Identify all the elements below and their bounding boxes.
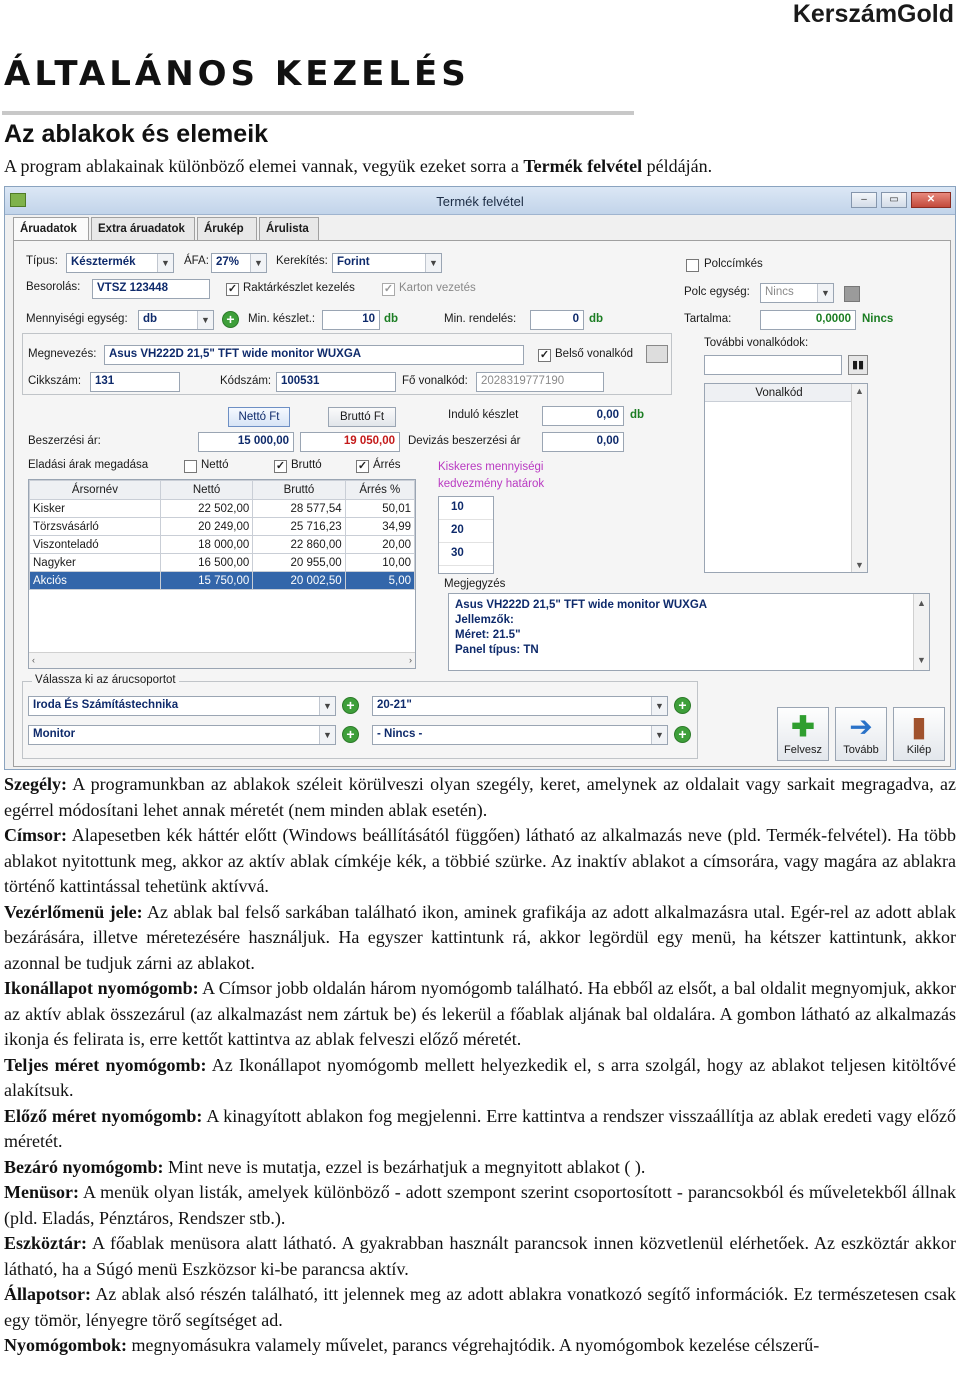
- devizas-field[interactable]: 0,00: [542, 432, 624, 452]
- paragraph-vezerlomenu: Vezérlőmenü jele: Az ablak bal felső sarkában található ikon, aminek grafikája az adott alkalmazásra utal. Egér-rel az adott ablak bezárására, illetve méretezésére használjuk. Ha egyszer kattintunk rá, akkor legördül egy menü, ha kétszer kattintunk, akkor azonnal be tudjuk zárni az ablakot.: [4, 901, 956, 973]
- kisker-label-1: Kiskeres mennyiségi: [438, 461, 544, 473]
- karton-label: Karton vezetés: [399, 282, 476, 294]
- megnevezes-label: Megnevezés:: [28, 348, 97, 360]
- tipus-select[interactable]: Késztermék ▼: [66, 253, 174, 273]
- grid-cell[interactable]: 16 500,00: [160, 554, 252, 572]
- paragraph-nyomogombok: Nyomógombok: megnyomásukra valamely művelet, parancs végrehajtódik. A nyomógombok kezelése célszerű-: [4, 1335, 820, 1355]
- tartalma-field[interactable]: 0,0000: [760, 310, 856, 330]
- grid-hscrollbar[interactable]: ‹ ›: [29, 652, 415, 668]
- grid-cell[interactable]: 22 860,00: [253, 536, 345, 554]
- tovabb-label: Tovább: [843, 744, 879, 756]
- chevron-down-icon: ▼: [817, 284, 833, 302]
- page-title: ÁLTALÁNOS KEZELÉS: [4, 54, 470, 94]
- belso-vonalkod-checkbox[interactable]: ✓: [539, 349, 550, 361]
- grid-cell[interactable]: 50,01: [345, 500, 414, 518]
- chevron-down-icon: ▼: [157, 254, 173, 272]
- brutto-checkbox-label: Bruttó: [291, 459, 322, 471]
- tab-extra-aruadatok[interactable]: Extra áruadatok: [91, 217, 195, 241]
- arucsoport-select-2[interactable]: 20-21" ▼: [372, 696, 668, 716]
- belso-vonalkod-label: Belső vonalkód: [555, 348, 633, 360]
- fo-vonalkod-field[interactable]: 2028319777190: [476, 372, 604, 392]
- table-row[interactable]: [30, 536, 415, 554]
- grid-cell[interactable]: Akciós: [30, 572, 161, 590]
- maximize-button[interactable]: ▭: [881, 192, 907, 208]
- grid-cell[interactable]: Kisker: [30, 500, 161, 518]
- min-rendeles-label: Min. rendelés:: [444, 313, 517, 325]
- arucsoport-label: Válassza ki az árucsoportot: [32, 674, 179, 686]
- paragraph-cimsor: Címsor: Alapesetben kék háttér előtt (Windows beállításától függően) látható az alkalmazás neve (pld. Termék-felvétel). Ha több ablakot nyitottunk meg, akkor az aktív ablak címkéje kék, a többié szürke. Az inaktív ablakot a címsorára, vagy magára az ablakra történő kattintással tehetünk aktívvá.: [4, 825, 956, 896]
- close-button[interactable]: ✕: [911, 192, 951, 208]
- grid-header[interactable]: Nettó: [160, 481, 252, 500]
- paragraph-ikonallapot: Ikonállapot nyomógomb: A Címsor jobb oldalán három nyomógomb található. Ha ebből az elsőt, a bal oldalit megnyomjuk, akkor az aktív ablak összezárul (az alkalmazást nem zártuk be) és lekerül a főablak aljának bal oldalára. A gombon látható az alkalmazás ikonja és felirata is, erre kettőt kattintva az ablak felveszi előző méretét.: [4, 978, 956, 1049]
- beszerzesi-ar-label: Beszerzési ár:: [28, 435, 101, 447]
- indulo-keszlet-label: Induló készlet: [448, 409, 519, 421]
- title-divider: [2, 111, 634, 115]
- plus-icon: ✚: [791, 711, 815, 742]
- fo-vonalkod-label: Fő vonalkód:: [402, 375, 468, 387]
- barcode-generator-icon[interactable]: [646, 345, 668, 363]
- brutto-ft-button[interactable]: Bruttó Ft: [328, 407, 396, 427]
- list-item[interactable]: 20: [439, 520, 493, 543]
- minimize-button[interactable]: –: [851, 192, 877, 208]
- chevron-down-icon: ▼: [197, 311, 213, 329]
- table-row[interactable]: [30, 500, 415, 518]
- kodszam-label: Kódszám:: [220, 375, 272, 387]
- tovabbi-vonalkod-input[interactable]: [704, 355, 842, 375]
- chevron-down-icon: ▼: [651, 697, 667, 715]
- tovabb-button[interactable]: [835, 707, 887, 761]
- intro-paragraph: A program ablakainak különböző elemei vannak, vegyük ezeket sorra a Termék felvétel példáján.: [4, 156, 713, 176]
- beszerzesi-brutto-field[interactable]: 19 050,00: [300, 432, 400, 452]
- table-row-selected[interactable]: [30, 572, 415, 590]
- kerekites-label: Kerekítés:: [276, 255, 328, 267]
- chevron-down-icon: ▼: [651, 726, 667, 744]
- min-keszlet-unit: db: [384, 313, 399, 325]
- paragraph-szegely: Szegély: A programunkban az ablakok széleit körülveszi olyan szegély, keret, amelynek az oldalait vagy sarkait megragadva, az egérrel módosítani lehet annak méretét (nem minden ablak esetén).: [4, 774, 956, 820]
- afa-label: ÁFA:: [184, 255, 209, 267]
- brand-name: KerszámGold: [792, 0, 954, 28]
- grid-cell[interactable]: 5,00: [345, 572, 414, 590]
- polccimkes-label: Polccímkés: [704, 258, 763, 270]
- beszerzesi-netto-field[interactable]: 15 000,00: [198, 432, 294, 452]
- note-scrollbar[interactable]: ▲ ▼: [913, 594, 929, 670]
- kilep-button[interactable]: [893, 707, 945, 761]
- cikkszam-label: Cikkszám:: [28, 375, 82, 387]
- tab-aruadatok[interactable]: Áruadatok: [13, 217, 89, 242]
- vonalkod-header: Vonalkód: [705, 384, 853, 402]
- paragraph-menusor: Menüsor: A menük olyan listák, amelyek különböző - adott szempont szerint csoportosított - parancsokból és műveletekből állnak (pld. Eladás, Pénztáros, Rendszer stb.).: [4, 1182, 956, 1228]
- raktar-checkbox[interactable]: ✓: [227, 283, 238, 295]
- min-rendeles-unit: db: [589, 313, 604, 325]
- indulo-keszlet-unit: db: [630, 409, 645, 421]
- kodszam-field[interactable]: 100531: [276, 372, 396, 392]
- indulo-keszlet-field[interactable]: 0,00: [542, 406, 624, 426]
- mennyisegi-egyseg-label: Mennyiségi egység:: [26, 313, 128, 325]
- arucsoport-group: [22, 681, 698, 759]
- grid-cell[interactable]: 20 002,50: [253, 572, 345, 590]
- paragraph-teljes-meret: Teljes méret nyomógomb: Az Ikonállapot nyomógomb mellett helyezkedik el, s arra szolgál, hogy az ablakot teljesen kitöltővé alakítsuk.: [4, 1054, 956, 1100]
- grid-header[interactable]: Bruttó: [253, 481, 345, 500]
- karton-checkbox[interactable]: ✓: [383, 283, 394, 295]
- add-group-button[interactable]: +: [342, 726, 359, 743]
- min-keszlet-field[interactable]: 10: [322, 310, 380, 330]
- arres-checkbox[interactable]: ✓: [357, 460, 368, 472]
- price-grid[interactable]: [28, 479, 416, 669]
- kilep-label: Kilép: [906, 744, 932, 756]
- kisker-label-2: kedvezmény határok: [438, 478, 545, 490]
- besorolas-label: Besorolás:: [26, 281, 81, 293]
- polc-color-icon[interactable]: [844, 286, 860, 302]
- table-row[interactable]: [30, 554, 415, 572]
- netto-ft-button[interactable]: Nettó Ft: [228, 407, 290, 427]
- mennyisegi-egyseg-select[interactable]: db ▼: [138, 310, 214, 330]
- tab-arulista[interactable]: Árulista: [259, 217, 319, 241]
- besorolas-field[interactable]: VTSZ 123448: [92, 279, 210, 299]
- tab-panel: [13, 240, 951, 767]
- vonalkod-list[interactable]: [704, 383, 868, 573]
- eladasi-arak-label: Eladási árak megadása: [28, 459, 149, 471]
- grid-header[interactable]: Ársornév: [30, 481, 161, 500]
- netto-checkbox-label: Nettó: [201, 459, 229, 471]
- add-group-button[interactable]: +: [674, 726, 691, 743]
- felvesz-label: Felvesz: [784, 744, 822, 756]
- table-row[interactable]: [30, 518, 415, 536]
- paragraph-allapotsor: Állapotsor: Az ablak alsó részén található, itt jelennek meg az adott ablakra vonatkozó segítő információk. Ez természetesen csak egy tömör, lényegre törő segítséget ad.: [4, 1284, 956, 1330]
- chevron-down-icon: ▼: [319, 697, 335, 715]
- note-line: Panel típus: TN: [455, 644, 539, 656]
- min-rendeles-field[interactable]: 0: [530, 310, 584, 330]
- grid-cell[interactable]: 20 249,00: [160, 518, 252, 536]
- chevron-down-icon: ▼: [319, 726, 335, 744]
- grid-cell[interactable]: Nagyker: [30, 554, 161, 572]
- note-line: Asus VH222D 21,5" TFT wide monitor WUXGA: [455, 599, 708, 611]
- min-keszlet-label: Min. készlet.:: [248, 313, 316, 325]
- grid-cell[interactable]: 20 955,00: [253, 554, 345, 572]
- window-title: Termék felvétel: [436, 194, 524, 209]
- paragraph-elozo-meret: Előző méret nyomógomb: A kinagyított ablakon fog megjelenni. Erre kattintva a rendszer visszaállítja az ablak eredeti vagy előző méretét.: [4, 1105, 956, 1151]
- tartalma-unit: Nincs: [862, 313, 894, 325]
- grid-cell[interactable]: Törzsvásárló: [30, 518, 161, 536]
- add-group-button[interactable]: +: [342, 697, 359, 714]
- discount-list[interactable]: [438, 496, 494, 574]
- add-group-button[interactable]: +: [674, 697, 691, 714]
- section-title: Az ablakok és elemeik: [4, 120, 269, 148]
- title-bar[interactable]: [5, 187, 955, 215]
- polc-egyseg-select[interactable]: Nincs ▼: [760, 283, 834, 303]
- grid-header[interactable]: Árrés %: [345, 481, 414, 500]
- door-exit-icon: ▮: [911, 711, 927, 742]
- arucsoport-select-3[interactable]: Monitor ▼: [28, 725, 336, 745]
- arucsoport-select-1[interactable]: Iroda És Számítástechnika ▼: [28, 696, 336, 716]
- devizas-label: Devizás beszerzési ár: [408, 435, 521, 447]
- grid-cell[interactable]: 34,99: [345, 518, 414, 536]
- megjegyzes-textarea[interactable]: [448, 593, 930, 671]
- body-text: [4, 772, 956, 1359]
- grid-cell[interactable]: 28 577,54: [253, 500, 345, 518]
- chevron-down-icon: ▼: [250, 254, 266, 272]
- paragraph-bezaro: Bezáró nyomógomb: Mint neve is mutatja, ezzel is bezárhatjuk a megnyitott ablakot ( ).: [4, 1156, 646, 1177]
- brutto-checkbox[interactable]: ✓: [275, 460, 286, 472]
- vonalkod-scrollbar[interactable]: ▲ ▼: [851, 384, 867, 572]
- list-item[interactable]: 30: [439, 543, 493, 566]
- list-item[interactable]: 10: [439, 497, 493, 520]
- netto-checkbox[interactable]: [184, 460, 197, 473]
- grid-cell[interactable]: 20,00: [345, 536, 414, 554]
- grid-cell[interactable]: 25 716,23: [253, 518, 345, 536]
- tab-arukep[interactable]: Árukép: [197, 217, 257, 241]
- grid-cell[interactable]: Viszonteladó: [30, 536, 161, 554]
- grid-cell[interactable]: 10,00: [345, 554, 414, 572]
- megjegyzes-label: Megjegyzés: [444, 578, 506, 590]
- tovabbi-vonalkodok-label: További vonalkódok:: [704, 337, 809, 349]
- tartalma-label: Tartalma:: [684, 313, 732, 325]
- note-line: Jellemzők:: [455, 614, 514, 626]
- cikkszam-field[interactable]: 131: [90, 372, 180, 392]
- megnevezes-field[interactable]: Asus VH222D 21,5" TFT wide monitor WUXGA: [104, 345, 524, 365]
- product-window: [4, 186, 956, 770]
- grid-cell[interactable]: 15 750,00: [160, 572, 252, 590]
- note-line: Méret: 21.5": [455, 629, 521, 641]
- arrow-right-icon: ➔: [849, 711, 873, 742]
- polc-egyseg-label: Polc egység:: [684, 286, 750, 298]
- arres-checkbox-label: Árrés: [373, 459, 401, 471]
- arucsoport-select-4[interactable]: - Nincs - ▼: [372, 725, 668, 745]
- add-unit-button[interactable]: +: [222, 311, 239, 328]
- kerekites-select[interactable]: Forint ▼: [332, 253, 442, 273]
- afa-select[interactable]: 27% ▼: [211, 253, 267, 273]
- grid-cell[interactable]: 18 000,00: [160, 536, 252, 554]
- tipus-label: Típus:: [26, 255, 58, 267]
- grid-cell[interactable]: 22 502,00: [160, 500, 252, 518]
- chevron-down-icon: ▼: [425, 254, 441, 272]
- felvesz-button[interactable]: [777, 707, 829, 761]
- raktar-label: Raktárkészlet kezelés: [243, 282, 355, 294]
- barcode-add-icon[interactable]: ▮▮: [848, 355, 868, 375]
- paragraph-eszkoztar: Eszköztár: A főablak menüsora alatt látható. A gyakrabban használt parancsok innen közvetlenül elérhetőek. Az eszköztár akkor látható, ha a Súgó menü Eszközsor ki-be parancsa aktív.: [4, 1233, 956, 1279]
- polccimkes-checkbox[interactable]: [686, 259, 699, 272]
